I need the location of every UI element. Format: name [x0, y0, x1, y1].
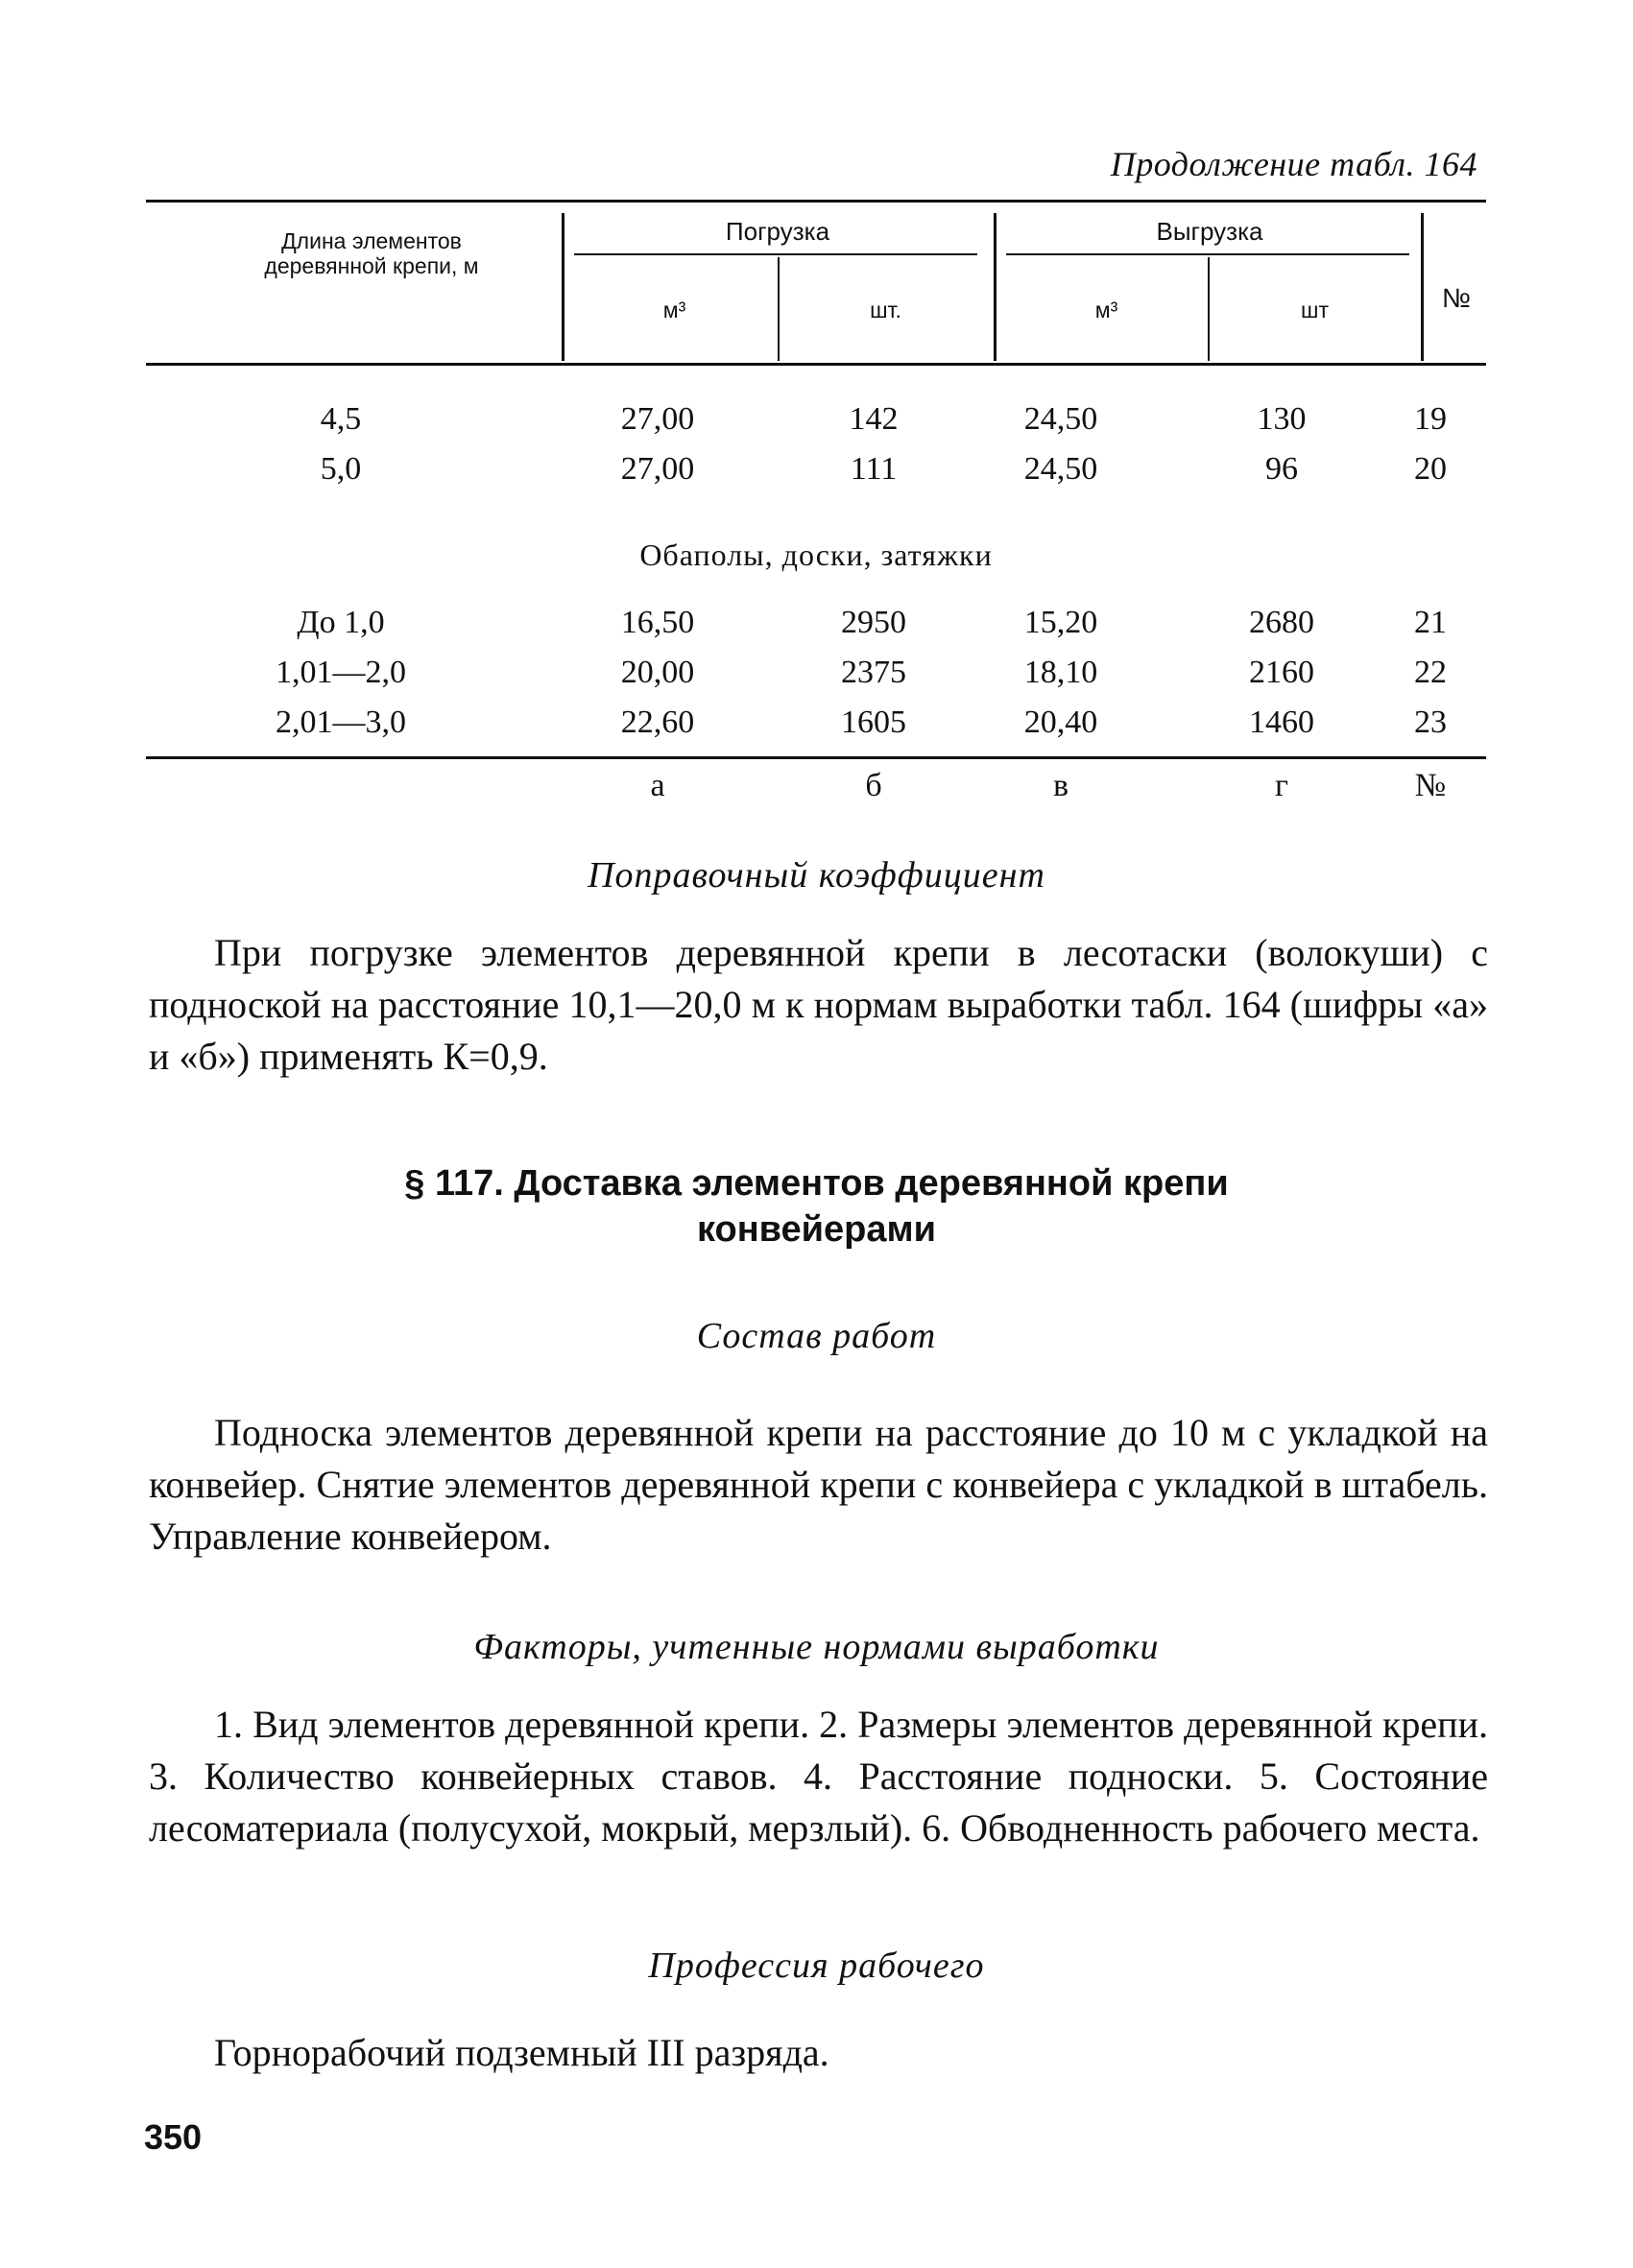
cell-load-sht: 1605 — [841, 704, 906, 740]
cell-unload-sht: 96 — [1265, 451, 1298, 487]
profession-text-body: Горнорабочий подземный III разряда. — [214, 2031, 829, 2074]
code-g: г — [1275, 768, 1288, 803]
factors-text — [149, 1699, 1488, 1854]
cell-unload-sht: 2160 — [1249, 655, 1314, 690]
table-header-rule — [146, 363, 1486, 366]
table-top-rule — [146, 200, 1486, 203]
header-divider — [1208, 257, 1210, 361]
cell-unload-sht: 2680 — [1249, 605, 1314, 640]
cell-length: 1,01—2,0 — [276, 655, 406, 690]
table-section-label: Обаполы, доски, затяжки — [639, 537, 993, 572]
cell-unload-m3: 18,10 — [1023, 655, 1098, 690]
correction-text-body: При погрузке элементов деревянной крепи в лесотаски (волокуши) с подноской на расстояние 10,1—20,0 м к нормам выработки табл. 164 (шифры «а» и «б») применять К=0,9. — [149, 931, 1488, 1078]
cell-number: 21 — [1414, 605, 1447, 640]
cell-unload-m3: 24,50 — [1023, 451, 1098, 487]
cell-unload-m3: 24,50 — [1023, 401, 1098, 437]
table-continuation-note: Продолжение табл. 164 — [1110, 145, 1477, 183]
cell-number: 22 — [1414, 655, 1447, 690]
cell-unload-sht: 130 — [1257, 401, 1307, 437]
code-number: № — [1414, 768, 1447, 803]
cell-load-m3: 20,00 — [620, 655, 695, 690]
cell-number: 19 — [1414, 401, 1447, 437]
header-loading: Погрузка — [725, 217, 830, 246]
work-text-body: Подноска элементов деревянной крепи на расстояние до 10 м с укладкой на конвейер. Снятие элементов деревянной крепи с конвейера с укладкой в штабель. Управление конвейером. — [149, 1411, 1488, 1558]
header-divider — [994, 213, 997, 361]
header-unload-sht: шт — [1301, 298, 1329, 322]
header-number: № — [1441, 283, 1472, 313]
cell-length: 2,01—3,0 — [276, 704, 406, 740]
cell-load-m3: 27,00 — [620, 451, 695, 487]
section-title-line2: конвейерами — [697, 1209, 936, 1250]
correction-title: Поправочный коэффициент — [588, 855, 1045, 895]
cell-length: До 1,0 — [297, 605, 385, 640]
cell-load-m3: 16,50 — [620, 605, 695, 640]
unloading-group-rule — [1006, 253, 1409, 255]
cell-load-m3: 22,60 — [620, 704, 695, 740]
cell-load-sht: 2375 — [841, 655, 906, 690]
code-a: а — [650, 768, 665, 803]
header-divider — [562, 213, 564, 361]
cell-load-sht: 2950 — [841, 605, 906, 640]
table-bottom-rule — [146, 756, 1486, 759]
cell-number: 23 — [1414, 704, 1447, 740]
cell-load-m3: 27,00 — [620, 401, 695, 437]
cell-length: 5,0 — [320, 451, 362, 487]
factors-text-body: 1. Вид элементов деревянной крепи. 2. Размеры элементов деревянной крепи. 3. Количество конвейерных ставов. 4. Расстояние подноски. 5. Состояние лесоматериала (полусухой, мокрый, мерзлый). 6. Обводненность рабочего места. — [149, 1703, 1488, 1850]
header-load-m3: м³ — [662, 298, 686, 322]
profession-text — [149, 2027, 1488, 2079]
code-b: б — [865, 768, 882, 803]
page-number: 350 — [144, 2117, 203, 2157]
cell-load-sht: 142 — [849, 401, 899, 437]
cell-unload-m3: 20,40 — [1023, 704, 1098, 740]
header-length: Длина элементов деревянной крепи, м — [264, 228, 479, 278]
header-load-sht: шт. — [870, 298, 901, 322]
code-v: в — [1052, 768, 1069, 803]
profession-title: Профессия рабочего — [648, 1946, 985, 1986]
cell-load-sht: 111 — [850, 451, 898, 487]
header-divider — [778, 257, 780, 361]
header-unloading: Выгрузка — [1156, 217, 1263, 246]
loading-group-rule — [574, 253, 977, 255]
cell-unload-m3: 15,20 — [1023, 605, 1098, 640]
header-divider — [1421, 213, 1424, 361]
section-title-line1: § 117. Доставка элементов деревянной крепи — [404, 1163, 1229, 1204]
header-unload-m3: м³ — [1094, 298, 1118, 322]
work-title: Состав работ — [696, 1316, 937, 1356]
factors-title: Факторы, учтенные нормами выработки — [473, 1627, 1160, 1667]
correction-text — [149, 927, 1488, 1083]
cell-unload-sht: 1460 — [1249, 704, 1314, 740]
work-text — [149, 1407, 1488, 1563]
cell-length: 4,5 — [320, 401, 362, 437]
cell-number: 20 — [1414, 451, 1447, 487]
